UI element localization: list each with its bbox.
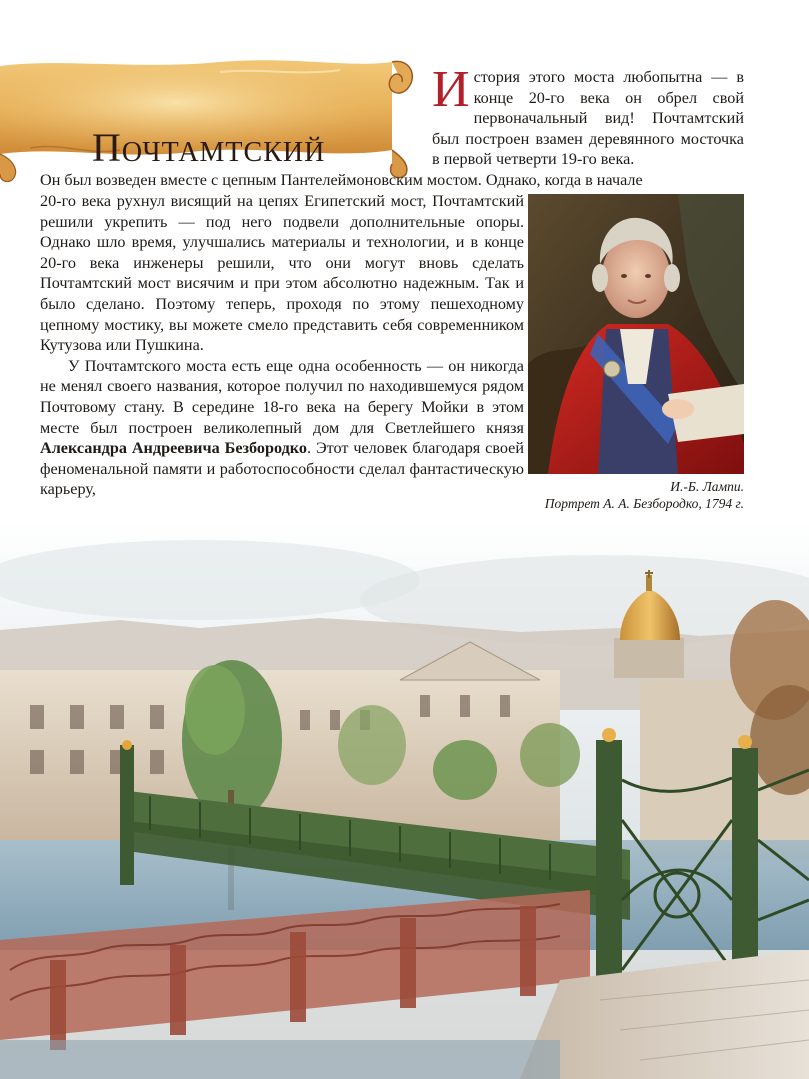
- caption-author: И.-Б. Лампи.: [670, 479, 744, 494]
- para2-text: У Почтамтского моста есть еще одна особенность — он никогда не менял своего названия, которое получил по находившемуся рядом Почтовому стану. В середине 18-го века на берегу Мойки в этом месте был построен великолепный дом для Светлейшего князя: [40, 356, 524, 437]
- person-name: Александра Андреевича Безбородко: [40, 439, 308, 458]
- para2-text-end: . Этот человек благодаря своей феноменальной памяти и работоспособности сделал фантастическую карьеру,: [40, 439, 524, 499]
- body-paragraph-1: 20-го века рухнул висящий на цепях Египетский мост, Почтамтский решили укрепить — под него подвели дополнительные опоры. Однако шло время, улучшались материалы и технологии, и в конце 20-го века инженеры решили, что они могут вновь сделать Почтамтский мост висячим и при этом абсолютно надежным. Так и было сделано. Поэтому теперь, проходя по этому пешеходному цепному мостику, вы можете смело представить себя современником Кутузова или Пушкина.: [40, 192, 524, 355]
- body-full-line: Он был возведен вместе с цепным Пантелеймоновским мостом. Однако, когда в начале: [40, 171, 643, 189]
- body-paragraph-2: [40, 356, 524, 500]
- portrait-image: [528, 194, 744, 474]
- drop-cap: И: [432, 61, 470, 118]
- page-title: Почтамтский: [92, 125, 326, 170]
- bridge-watercolor-illustration: [0, 520, 809, 1079]
- intro-paragraph: [432, 61, 744, 170]
- title-banner: [0, 52, 420, 182]
- portrait-caption: [528, 478, 744, 512]
- body-column: [40, 191, 524, 500]
- caption-title: Портрет А. А. Безбородко, 1794 г.: [544, 496, 744, 511]
- intro-text: стория этого моста любопытна — в конце 20-го века он обрел свой первоначальный вид! Почтамтский был построен взамен деревянного мосточка в первой четверти 19-го века.: [432, 68, 744, 169]
